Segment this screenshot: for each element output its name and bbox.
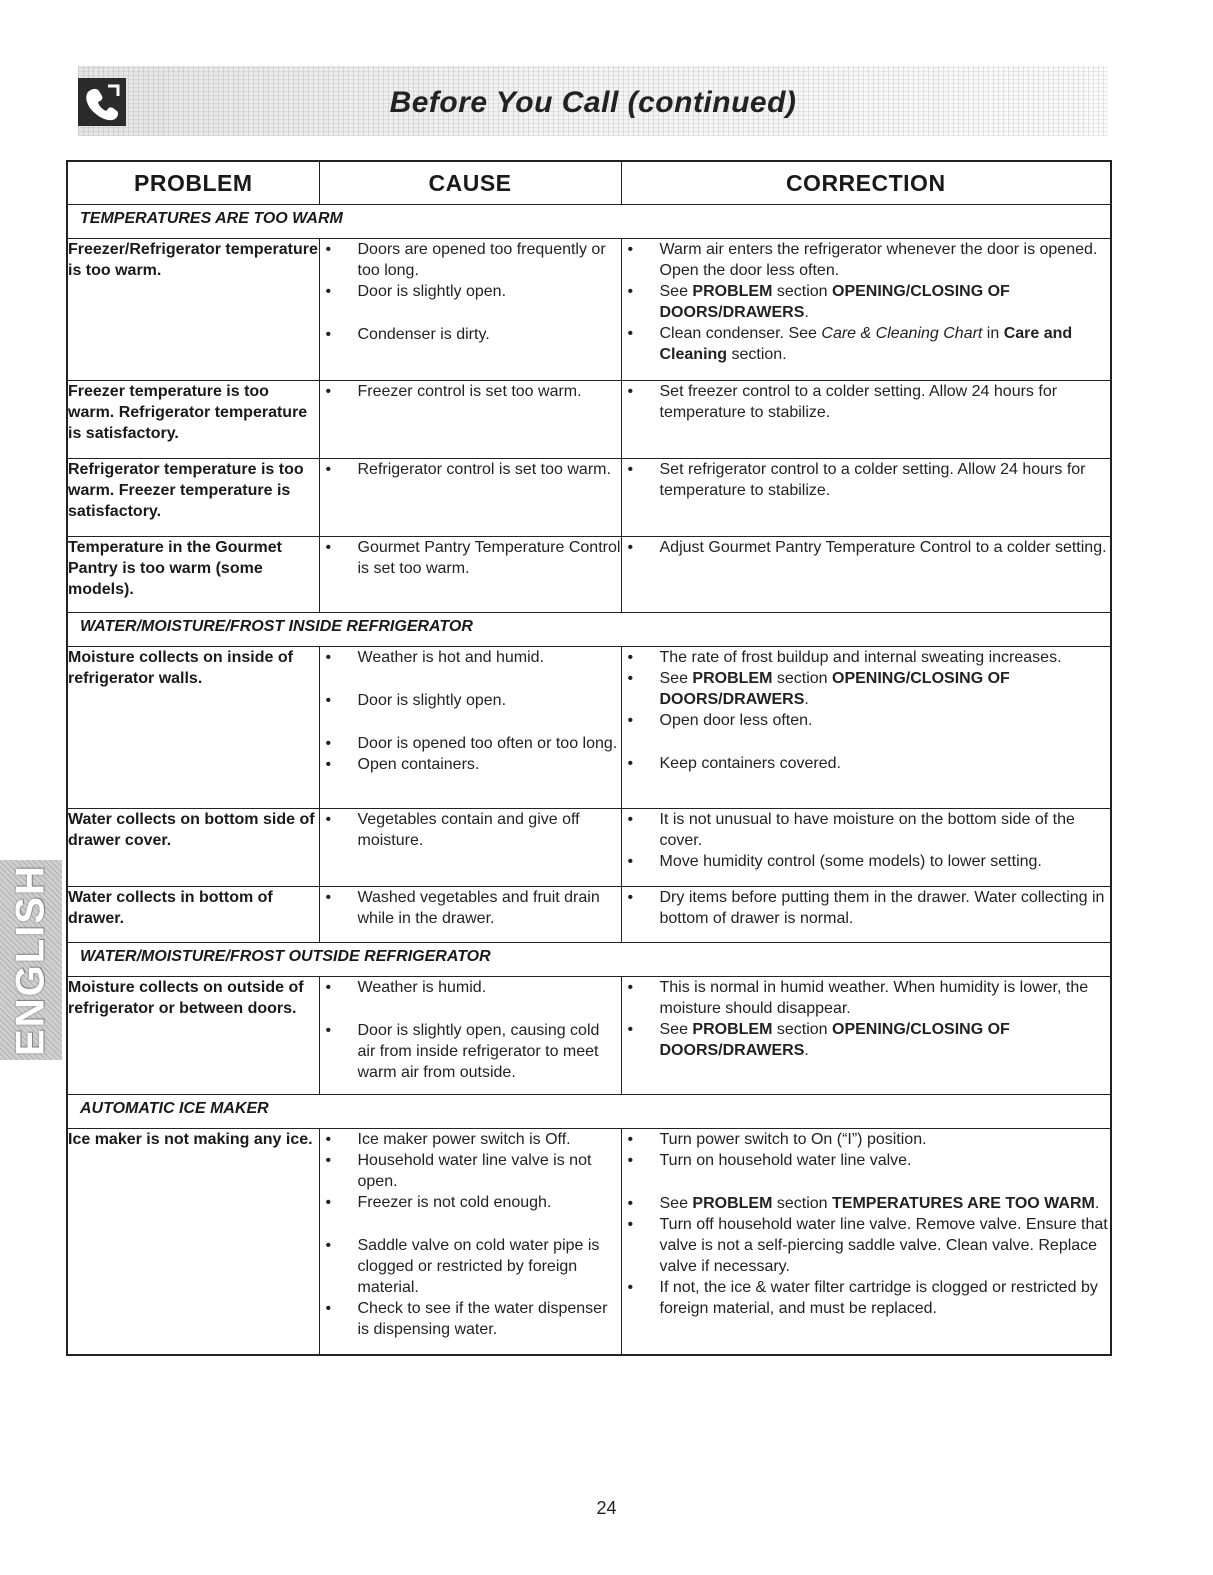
cause-item: • Freezer control is set too warm.	[320, 381, 621, 402]
cause-item: • Ice maker power switch is Off.	[320, 1129, 621, 1150]
correction-item: • Dry items before putting them in the drawer. Water collecting in bottom of drawer is normal.	[622, 887, 1111, 929]
cause-cell	[319, 809, 621, 887]
language-label: ENGLISH	[8, 864, 53, 1056]
correction-italic: Care & Cleaning Chart	[821, 325, 983, 342]
section-heading-row	[67, 1095, 1111, 1129]
problem-cell: Water collects in bottom of drawer.	[67, 887, 319, 943]
section-heading-row	[67, 943, 1111, 977]
correction-text: section	[772, 283, 833, 300]
correction-item: • Set freezer control to a colder setting. Allow 24 hours for temperature to stabilize.	[622, 381, 1111, 423]
correction-item: • It is not unusual to have moisture on the bottom side of the cover.	[622, 809, 1111, 851]
table-row	[67, 809, 1111, 887]
correction-text: section.	[727, 346, 787, 363]
column-header-correction: CORRECTION	[621, 161, 1111, 205]
page-number: 24	[596, 1498, 617, 1518]
cause-item: • Household water line valve is not open.	[320, 1150, 621, 1192]
correction-item: • Open door less often.	[622, 710, 1111, 731]
section-heading: AUTOMATIC ICE MAKER	[67, 1095, 1111, 1129]
correction-cell	[621, 647, 1111, 809]
problem-cell: Ice maker is not making any ice.	[67, 1129, 319, 1355]
troubleshooting-table	[66, 160, 1112, 1356]
problem-cell: Freezer/Refrigerator temperature is too warm.	[67, 239, 319, 381]
table-header-row	[67, 161, 1111, 205]
correction-text: .	[1094, 1195, 1100, 1212]
section-heading-row	[67, 205, 1111, 239]
table-row	[67, 381, 1111, 459]
correction-item: • Turn power switch to On (“I”) position.	[622, 1129, 1111, 1150]
correction-text: .	[804, 691, 809, 708]
correction-emphasis: PROBLEM	[692, 670, 773, 687]
cause-item: • Weather is humid.	[320, 977, 621, 998]
table-row	[67, 647, 1111, 809]
correction-item: • Move humidity control (some models) to lower setting.	[622, 851, 1111, 872]
correction-item	[622, 668, 1111, 710]
correction-item: • Set refrigerator control to a colder setting. Allow 24 hours for temperature to stabilize.	[622, 459, 1111, 501]
problem-cell: Moisture collects on inside of refrigerator walls.	[67, 647, 319, 809]
correction-emphasis: PROBLEM	[692, 283, 773, 300]
cause-item: • Condenser is dirty.	[320, 324, 621, 345]
correction-item: • If not, the ice & water filter cartridge is clogged or restricted by foreign material, and must be replaced.	[622, 1277, 1111, 1319]
correction-item	[622, 323, 1111, 365]
cause-cell	[319, 381, 621, 459]
correction-text: Clean condenser. See	[659, 325, 822, 342]
cause-cell	[319, 537, 621, 613]
correction-emphasis: OPENING/CLOSING OF DOORS/DRAWERS	[659, 670, 1010, 708]
problem-cell: Freezer temperature is too warm. Refrigerator temperature is satisfactory.	[67, 381, 319, 459]
correction-item: • Adjust Gourmet Pantry Temperature Control to a colder setting.	[622, 537, 1111, 558]
correction-cell	[621, 887, 1111, 943]
cause-item: • Gourmet Pantry Temperature Control is set too warm.	[320, 537, 621, 579]
correction-emphasis: OPENING/CLOSING OF DOORS/DRAWERS	[659, 1021, 1010, 1059]
section-heading: TEMPERATURES ARE TOO WARM	[67, 205, 1111, 239]
table-row	[67, 887, 1111, 943]
correction-item	[622, 1019, 1111, 1061]
correction-text: section	[772, 670, 833, 687]
cause-item: • Open containers.	[320, 754, 621, 775]
cause-item: • Refrigerator control is set too warm.	[320, 459, 621, 480]
problem-cell: Temperature in the Gourmet Pantry is too warm (some models).	[67, 537, 319, 613]
cause-item: • Check to see if the water dispenser is dispensing water.	[320, 1298, 621, 1340]
correction-cell	[621, 381, 1111, 459]
correction-text: section	[772, 1195, 833, 1212]
cause-item: • Door is slightly open.	[320, 281, 621, 302]
correction-text: section	[772, 1021, 833, 1038]
cause-cell	[319, 887, 621, 943]
correction-emphasis: TEMPERATURES ARE TOO WARM	[832, 1195, 1095, 1212]
problem-cell: Water collects on bottom side of drawer cover.	[67, 809, 319, 887]
section-heading: WATER/MOISTURE/FROST OUTSIDE REFRIGERATOR	[67, 943, 1111, 977]
cause-cell	[319, 459, 621, 537]
cause-cell	[319, 239, 621, 381]
cause-item: • Freezer is not cold enough.	[320, 1192, 621, 1213]
correction-item: • This is normal in humid weather. When humidity is lower, the moisture should disappear.	[622, 977, 1111, 1019]
correction-item: • Keep containers covered.	[622, 753, 1111, 774]
table-row	[67, 537, 1111, 613]
page-title: Before You Call (continued)	[389, 86, 797, 119]
correction-text: .	[804, 1042, 809, 1059]
cause-item: • Door is opened too often or too long.	[320, 733, 621, 754]
cause-item: • Saddle valve on cold water pipe is clogged or restricted by foreign material.	[320, 1235, 621, 1298]
correction-cell	[621, 459, 1111, 537]
correction-item	[622, 281, 1111, 323]
cause-item: • Weather is hot and humid.	[320, 647, 621, 668]
column-header-problem: PROBLEM	[67, 161, 319, 205]
correction-emphasis: Care and Cleaning	[659, 325, 1073, 363]
cause-cell	[319, 977, 621, 1095]
correction-item: • The rate of frost buildup and internal sweating increases.	[622, 647, 1111, 668]
cause-item: • Doors are opened too frequently or too long.	[320, 239, 621, 281]
language-side-tab	[0, 860, 62, 1060]
cause-cell	[319, 1129, 621, 1355]
correction-cell	[621, 537, 1111, 613]
correction-emphasis: PROBLEM	[692, 1195, 773, 1212]
section-heading-row	[67, 613, 1111, 647]
table-row	[67, 459, 1111, 537]
column-header-cause: CAUSE	[319, 161, 621, 205]
cause-item: • Washed vegetables and fruit drain while in the drawer.	[320, 887, 621, 929]
correction-text: See	[659, 1021, 693, 1038]
correction-cell	[621, 1129, 1111, 1355]
problem-cell: Refrigerator temperature is too warm. Freezer temperature is satisfactory.	[67, 459, 319, 537]
correction-text: See	[659, 1195, 693, 1212]
correction-cell	[621, 239, 1111, 381]
correction-item: • Turn on household water line valve.	[622, 1150, 1111, 1171]
correction-text: in	[982, 325, 1004, 342]
table-row	[67, 977, 1111, 1095]
correction-emphasis: PROBLEM	[692, 1021, 773, 1038]
correction-cell	[621, 809, 1111, 887]
table-row	[67, 1129, 1111, 1355]
correction-emphasis: OPENING/CLOSING OF DOORS/DRAWERS	[659, 283, 1010, 321]
cause-item: • Door is slightly open.	[320, 690, 621, 711]
problem-cell: Moisture collects on outside of refrigerator or between doors.	[67, 977, 319, 1095]
correction-text: See	[659, 670, 693, 687]
cause-item: • Vegetables contain and give off moisture.	[320, 809, 621, 851]
cause-cell	[319, 647, 621, 809]
header-banner	[78, 66, 1108, 136]
cause-item: • Door is slightly open, causing cold air from inside refrigerator to meet warm air from outside.	[320, 1020, 621, 1083]
correction-text: See	[659, 283, 693, 300]
section-heading: WATER/MOISTURE/FROST INSIDE REFRIGERATOR	[67, 613, 1111, 647]
correction-cell	[621, 977, 1111, 1095]
correction-item	[622, 1193, 1111, 1214]
correction-item: • Warm air enters the refrigerator whenever the door is opened. Open the door less often.	[622, 239, 1111, 281]
correction-text: .	[804, 304, 809, 321]
correction-item: • Turn off household water line valve. Remove valve. Ensure that valve is not a self-piercing saddle valve. Clean valve. Replace valve if necessary.	[622, 1214, 1111, 1277]
table-row	[67, 239, 1111, 381]
